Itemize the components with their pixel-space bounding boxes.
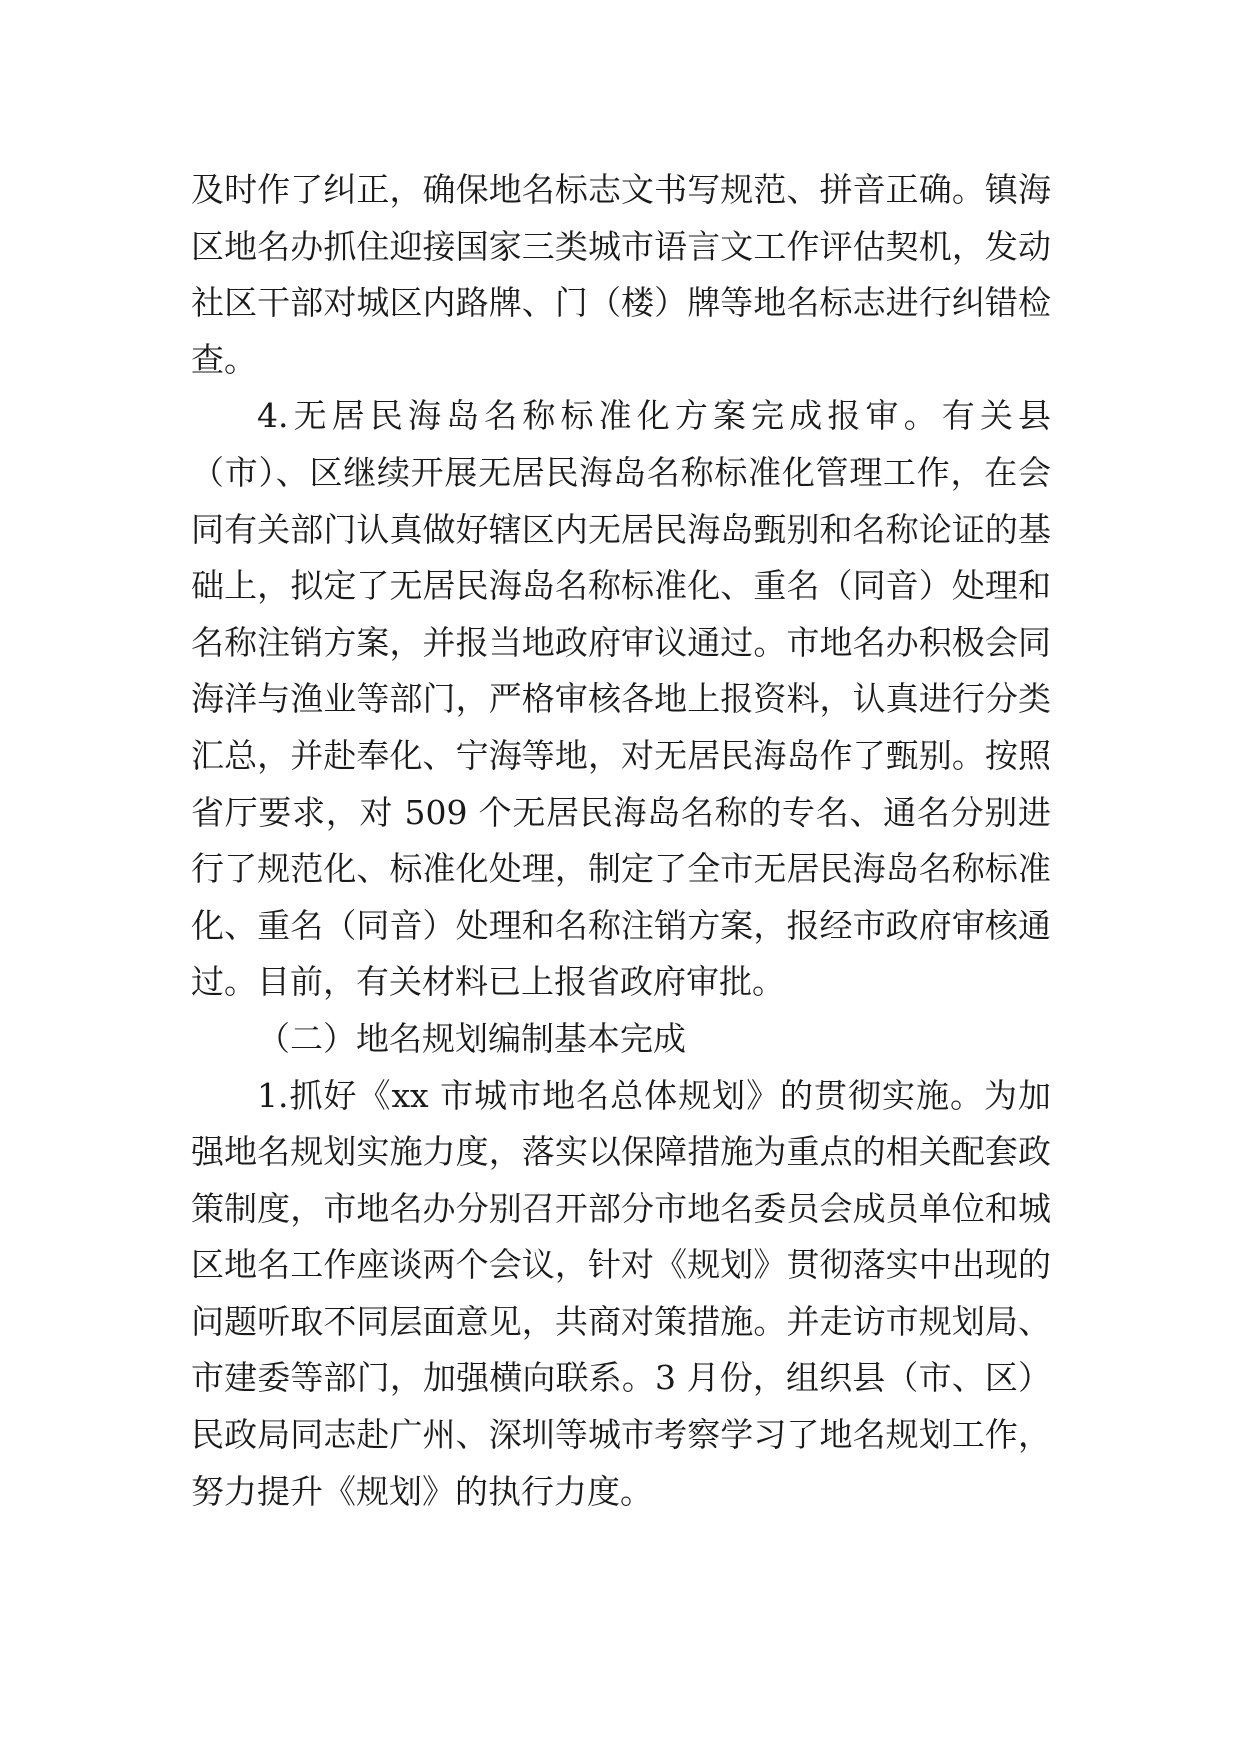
paragraph-planning-implementation: 1.抓好《xx 市城市地名总体规划》的贯彻实施。为加强地名规划实施力度，落实以保障措施为重点的相关配套政策制度，市地名办分别召开部分市地名委员会成员单位和城区地名工作座谈两个会议，针对《规划》贯彻落实中出现的问题听取不同层面意见，共商对策措施。并走访市规划局、市建委等部门，加强横向联系。3 月份，组织县（市、区）民政局同志赴广州、深圳等城市考察学习了地名规划工作，努力提升《规划》的执行力度。 [191,1075,1051,1511]
document-body [191,162,1051,1520]
section-heading-place-name-planning: （二）地名规划编制基本完成 [257,1018,686,1058]
paragraph-uninhabited-islands: 4.无居民海岛名称标准化方案完成报审。有关县（市）、区继续开展无居民海岛名称标准化管理工作，在会同有关部门认真做好辖区内无居民海岛甄别和名称论证的基础上，拟定了无居民海岛名称标准化、重名（同音）处理和名称注销方案，并报当地政府审议通过。市地名办积极会同海洋与渔业等部门，严格审核各地上报资料，认真进行分类汇总，并赴奉化、宁海等地，对无居民海岛作了甄别。按照省厅要求，对 509 个无居民海岛名称的专名、通名分别进行了规范化、标准化处理，制定了全市无居民海岛名称标准化、重名（同音）处理和名称注销方案，报经市政府审核通过。目前，有关材料已上报省政府审批。 [191,396,1051,1002]
paragraph-continuation: 及时作了纠正，确保地名标志文书写规范、拼音正确。镇海区地名办抓住迎接国家三类城市语言文工作评估契机，发动社区干部对城区内路牌、门（楼）牌等地名标志进行纠错检查。 [191,170,1051,379]
